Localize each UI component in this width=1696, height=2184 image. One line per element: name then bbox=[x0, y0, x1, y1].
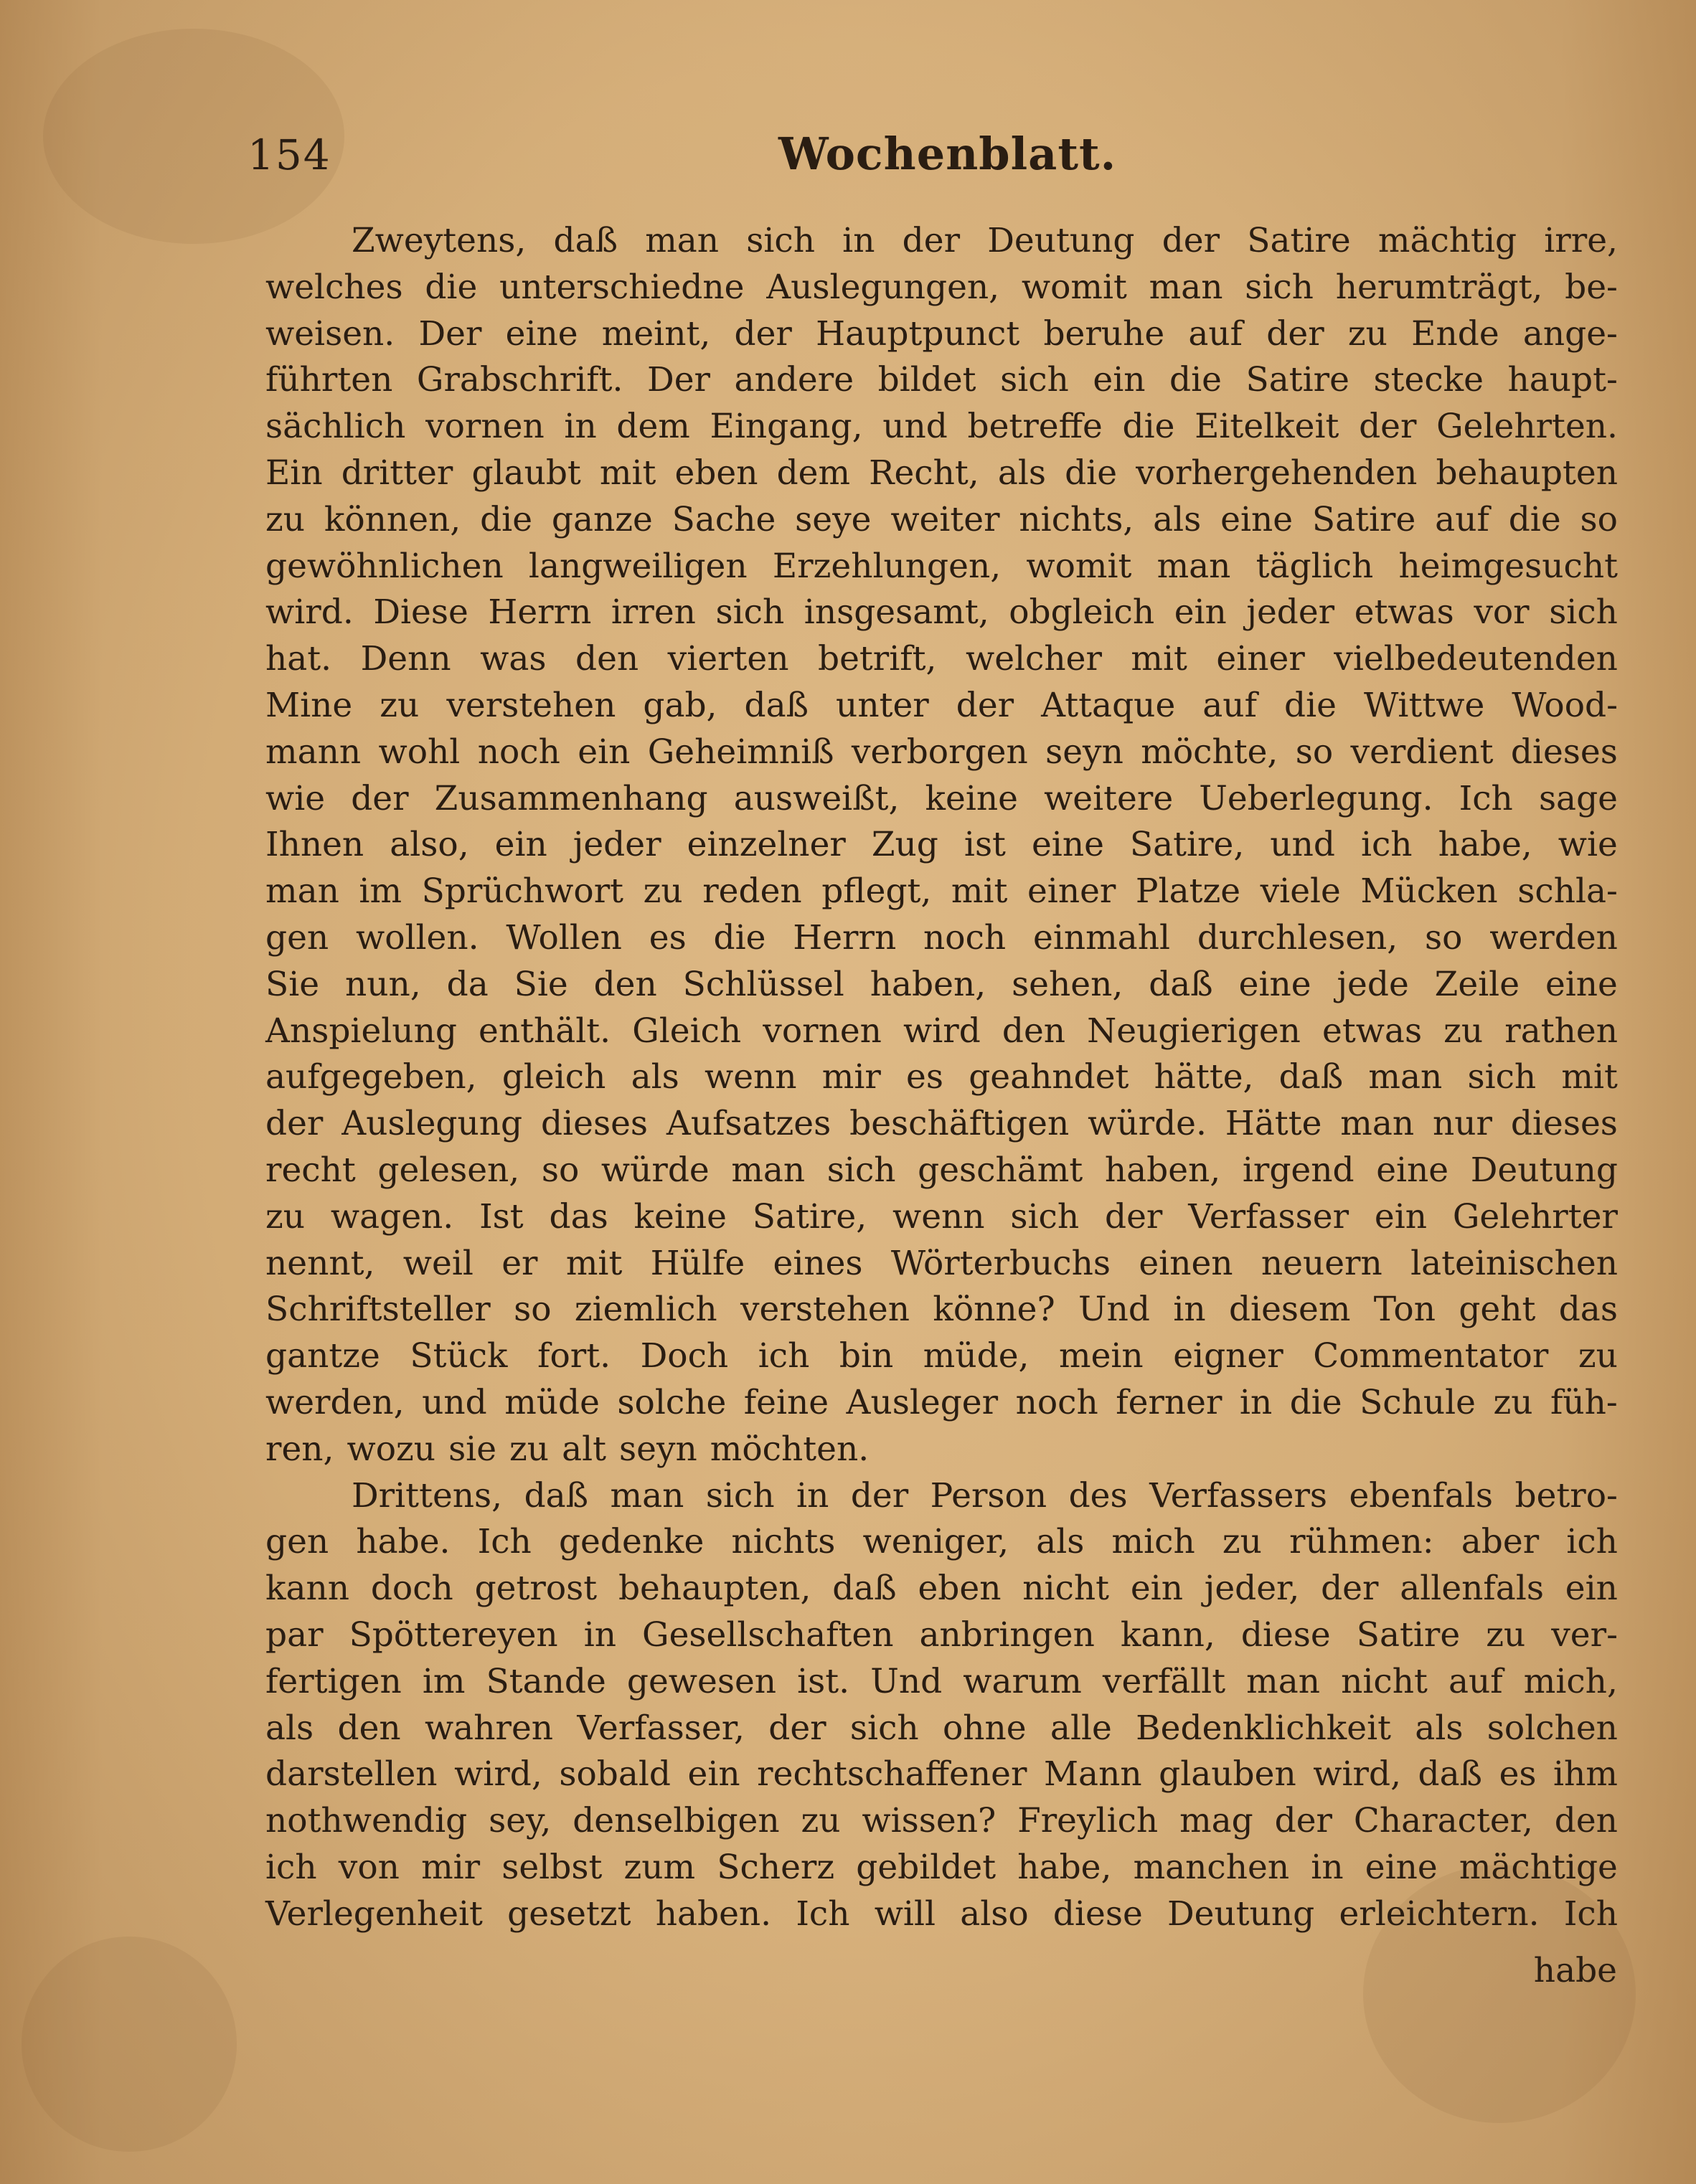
body-text bbox=[265, 218, 1618, 1937]
text-line: führten Grabschrift. Der andere bildet sich ein die Satire stecke haupt- bbox=[265, 360, 1618, 400]
text-line: Ihnen also, ein jeder einzelner Zug ist eine Satire, und ich habe, wie bbox=[265, 825, 1618, 865]
text-line: aufgegeben, gleich als wenn mir es geahndet hätte, daß man sich mit bbox=[265, 1057, 1618, 1097]
text-line: zu können, die ganze Sache seye weiter nichts, als eine Satire auf die so bbox=[265, 499, 1618, 539]
text-line: werden, und müde solche feine Ausleger noch ferner in die Schule zu füh- bbox=[265, 1382, 1618, 1422]
text-line: darstellen wird, sobald ein rechtschaffener Mann glauben wird, daß es ihm bbox=[265, 1754, 1618, 1795]
text-line: Zweytens, daß man sich in der Deutung der Satire mächtig irre, bbox=[352, 221, 1618, 260]
running-title: Wochenblatt. bbox=[778, 128, 1117, 180]
text-line: welches die unterschiedne Auslegungen, womit man sich herumträgt, be- bbox=[265, 267, 1618, 307]
text-line: wie der Zusammenhang ausweißt, keine weitere Ueberlegung. Ich sage bbox=[265, 778, 1618, 818]
text-line: recht gelesen, so würde man sich geschämt haben, irgend eine Deutung bbox=[265, 1150, 1618, 1190]
text-line: hat. Denn was den vierten betrift, welcher mit einer vielbedeutenden bbox=[265, 639, 1618, 679]
text-line: par Spöttereyen in Gesellschaften anbringen kann, diese Satire zu ver- bbox=[265, 1615, 1618, 1655]
text-line: Drittens, daß man sich in der Person des Verfassers ebenfals betro- bbox=[352, 1475, 1618, 1516]
text-line: zu wagen. Ist das keine Satire, wenn sich der Verfasser ein Gelehrter bbox=[265, 1196, 1618, 1237]
text-line: Sie nun, da Sie den Schlüssel haben, sehen, daß eine jede Zeile eine bbox=[265, 964, 1618, 1004]
text-line: sächlich vornen in dem Eingang, und betreffe die Eitelkeit der Gelehrten. bbox=[265, 407, 1618, 447]
text-line: der Auslegung dieses Aufsatzes beschäftigen würde. Hätte man nur dieses bbox=[265, 1104, 1618, 1144]
page-number: 154 bbox=[248, 131, 331, 179]
text-line: wird. Diese Herrn irren sich insgesamt, obgleich ein jeder etwas vor sich bbox=[265, 592, 1618, 633]
text-line: als den wahren Verfasser, der sich ohne alle Bedenklichkeit als solchen bbox=[265, 1708, 1618, 1748]
text-line: Ein dritter glaubt mit eben dem Recht, als die vorhergehenden behaupten bbox=[265, 453, 1618, 493]
text-line: mann wohl noch ein Geheimniß verborgen seyn möchte, so verdient dieses bbox=[265, 732, 1618, 772]
text-line: nennt, weil er mit Hülfe eines Wörterbuchs einen neuern lateinischen bbox=[265, 1243, 1618, 1283]
page-header bbox=[248, 122, 1611, 194]
text-line: gantze Stück fort. Doch ich bin müde, mein eigner Commentator zu bbox=[265, 1336, 1618, 1376]
text-line: weisen. Der eine meint, der Hauptpunct beruhe auf der zu Ende ange- bbox=[265, 313, 1618, 354]
text-line: fertigen im Stande gewesen ist. Und warum verfällt man nicht auf mich, bbox=[265, 1661, 1618, 1701]
text-line: man im Sprüchwort zu reden pflegt, mit einer Platze viele Mücken schla- bbox=[265, 871, 1618, 912]
text-line: gewöhnlichen langweiligen Erzehlungen, womit man täglich heimgesucht bbox=[265, 546, 1618, 586]
text-line: Anspielung enthält. Gleich vornen wird den Neugierigen etwas zu rathen bbox=[265, 1011, 1618, 1051]
catchword: habe bbox=[1533, 1951, 1617, 1990]
paper-stain bbox=[22, 1937, 237, 2152]
text-line: Verlegenheit gesetzt haben. Ich will also diese Deutung erleichtern. Ich bbox=[265, 1894, 1618, 1934]
text-line: gen habe. Ich gedenke nichts weniger, als mich zu rühmen: aber ich bbox=[265, 1522, 1618, 1562]
text-line: ren, wozu sie zu alt seyn möchten. bbox=[265, 1429, 870, 1469]
text-line: kann doch getrost behaupten, daß eben nicht ein jeder, der allenfals ein bbox=[265, 1569, 1618, 1609]
text-line: nothwendig sey, denselbigen zu wissen? Freylich mag der Character, den bbox=[265, 1801, 1618, 1841]
text-line: Schriftsteller so ziemlich verstehen könne? Und in diesem Ton geht das bbox=[265, 1290, 1618, 1330]
text-line: gen wollen. Wollen es die Herrn noch einmahl durchlesen, so werden bbox=[265, 917, 1618, 958]
text-line: Mine zu verstehen gab, daß unter der Attaque auf die Wittwe Wood- bbox=[265, 685, 1618, 725]
text-line: ich von mir selbst zum Scherz gebildet habe, manchen in eine mächtige bbox=[265, 1847, 1618, 1887]
